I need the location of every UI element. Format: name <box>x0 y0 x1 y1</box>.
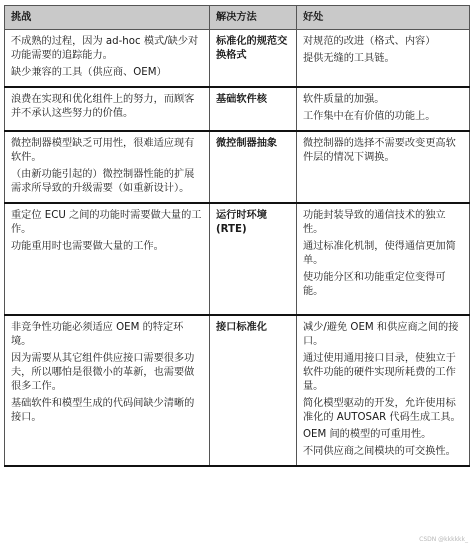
solution-cell: 微控制器抽象 <box>210 131 297 203</box>
benefit-cell-paragraph: 对规范的改进（格式、内容） <box>303 36 436 47</box>
challenge-cell-paragraph: 不成熟的过程，因为 ad-hoc 模式/缺少对功能需要的追踪能力。 <box>11 36 199 61</box>
solution-cell: 接口标准化 <box>210 315 297 466</box>
table-row <box>5 131 470 203</box>
challenge-cell-paragraph: 基础软件和模型生成的代码间缺少清晰的接口。 <box>11 398 195 423</box>
challenge-cell <box>5 131 210 203</box>
autosar-benefits-table <box>4 5 470 467</box>
benefit-cell-paragraph: OEM 间的模型的可重用性。 <box>303 429 432 440</box>
table-row <box>5 315 470 466</box>
table-header-row <box>5 6 470 30</box>
table-row <box>5 87 470 131</box>
header-challenge: 挑战 <box>5 6 210 30</box>
benefit-cell-paragraph: 功能封装导致的通信技术的独立性。 <box>303 210 446 235</box>
benefit-cell <box>297 315 470 466</box>
benefit-cell-paragraph: 软件质量的加强。 <box>303 94 385 105</box>
challenge-cell-paragraph: 因为需要从其它组件供应接口需要很多功夫，所以哪怕是很微小的革新，也需要做很多工作。 <box>11 353 195 392</box>
benefit-cell-paragraph: 减少/避免 OEM 和供应商之间的接口。 <box>303 322 459 347</box>
challenge-cell-paragraph: 非竞争性功能必须适应 OEM 的特定环境。 <box>11 322 184 347</box>
benefit-cell-paragraph: 工作集中在有价值的功能上。 <box>303 111 436 122</box>
table-row <box>5 30 470 88</box>
benefit-cell-paragraph: 简化模型驱动的开发，允许使用标准化的 AUTOSAR 代码生成工具。 <box>303 398 461 423</box>
header-solution: 解决方法 <box>210 6 297 30</box>
solution-cell: 标准化的规范交换格式 <box>210 30 297 88</box>
challenge-cell-paragraph: （由新功能引起的）微控制器性能的扩展需求所导致的升级需要（如重新设计）。 <box>11 169 195 194</box>
benefit-cell <box>297 30 470 88</box>
challenge-cell <box>5 87 210 131</box>
solution-cell: 运行时环境(RTE) <box>210 203 297 315</box>
benefit-cell-paragraph: 通过使用通用接口目录，使独立于软件功能的硬件实现所耗费的工作量。 <box>303 353 456 392</box>
challenge-cell <box>5 315 210 466</box>
challenge-cell-paragraph: 重定位 ECU 之间的功能时需要做大量的工作。 <box>11 210 202 235</box>
challenge-cell <box>5 30 210 88</box>
challenge-cell-paragraph: 缺少兼容的工具（供应商、OEM） <box>11 67 167 78</box>
solution-cell: 基础软件核 <box>210 87 297 131</box>
benefit-cell-paragraph: 微控制器的选择不需要改变更高软件层的情况下调换。 <box>303 138 456 163</box>
table-row <box>5 203 470 315</box>
benefit-cell-paragraph: 不同供应商之间模块的可交换性。 <box>303 446 456 457</box>
challenge-cell-paragraph: 浪费在实现和优化组件上的努力，而顾客并不承认这些努力的价值。 <box>11 94 195 119</box>
benefit-cell <box>297 87 470 131</box>
benefit-cell <box>297 203 470 315</box>
header-benefit: 好处 <box>297 6 470 30</box>
benefit-cell-paragraph: 提供无缝的工具链。 <box>303 53 395 64</box>
watermark: CSDN @kkkkkk_ <box>419 536 468 543</box>
challenge-cell-paragraph: 微控制器模型缺乏可用性，很难适应现有软件。 <box>11 138 195 163</box>
benefit-cell <box>297 131 470 203</box>
challenge-cell-paragraph: 功能重用时也需要做大量的工作。 <box>11 241 164 252</box>
benefit-cell-paragraph: 通过标准化机制，使得通信更加简单。 <box>303 241 456 266</box>
challenge-cell <box>5 203 210 315</box>
benefit-cell-paragraph: 使功能分区和功能重定位变得可能。 <box>303 272 446 297</box>
